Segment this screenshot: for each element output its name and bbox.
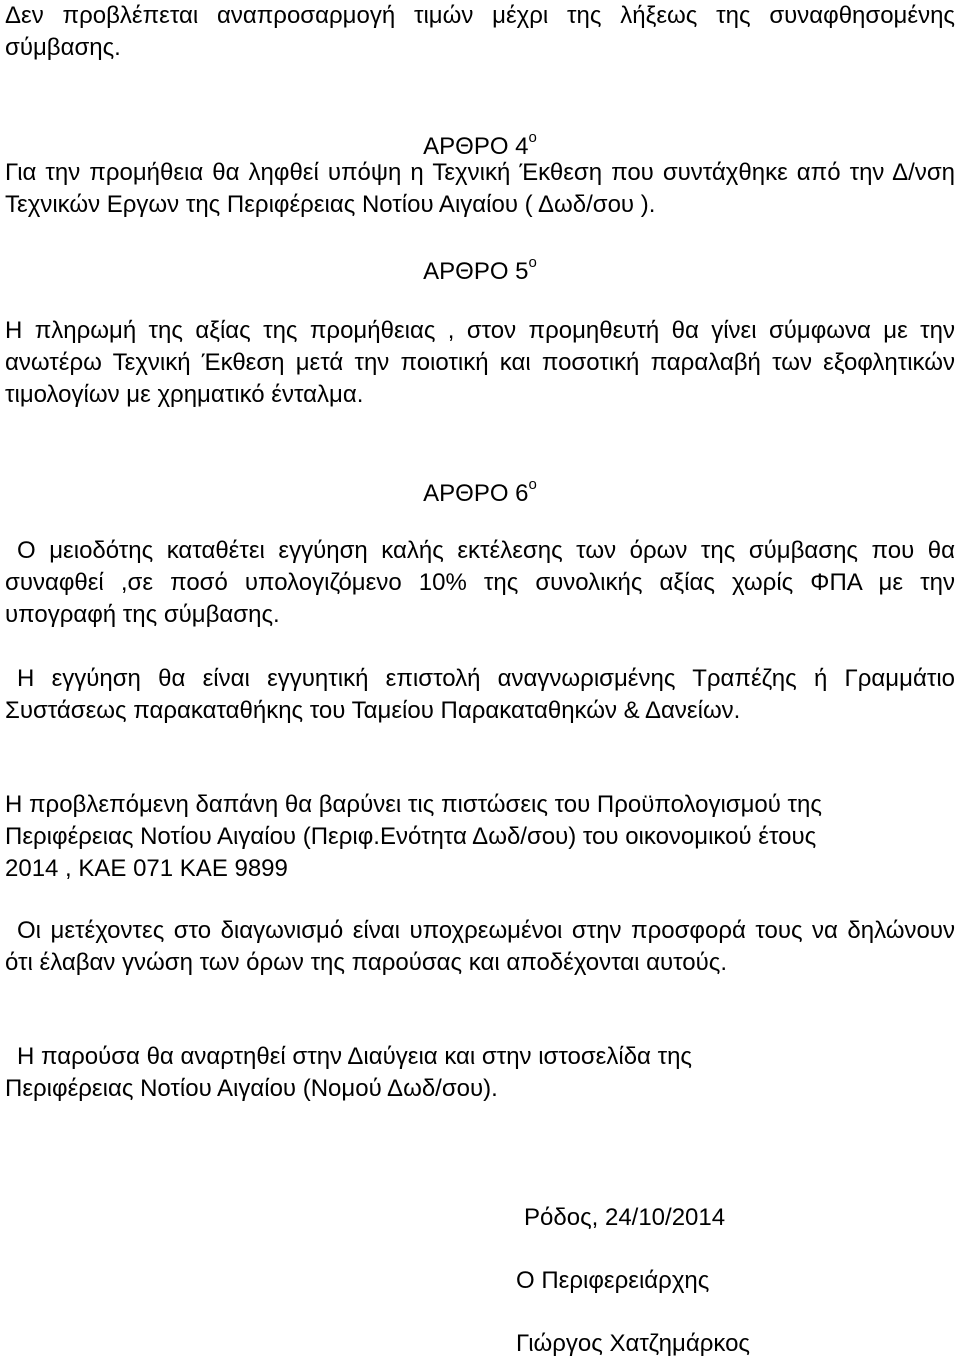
article-6-letter-paragraph: Η εγγύηση θα είναι εγγυητική επιστολή αναγνωρισμένης Τραπέζης ή Γραμμάτιο Συστάσεως παρακαταθήκης του Ταμείου Παρακαταθηκών & Δανείων. [5, 665, 955, 724]
article-6-expense-line-1: Η προβλεπόμενη δαπάνη θα βαρύνει τις πιστώσεις του Προϋπολογισμού της [5, 791, 822, 818]
article-5-text: Η πληρωμή της αξίας της προμήθειας , στον προμηθευτή θα γίνει σύμφωνα με την ανωτέρω Τεχνική Έκθεση μετά την ποιοτική και ποσοτική παραλαβή των εξοφλητικών τιμολογίων με χρηματικό ένταλμα. [5, 317, 955, 408]
article-6-participants-paragraph: Οι μετέχοντες στο διαγωνισμό είναι υποχρεωμένοι στην προσφορά τους να δηλώνουν ότι έλαβαν γνώση των όρων της παρούσας και αποδέχονται αυτούς. [5, 917, 955, 976]
article-6-heading [0, 472, 960, 510]
article-6-publication-paragraph: Η παρούσα θα αναρτηθεί στην Διαύγεια και στην ιστοσελίδα της Περιφέρειας Νοτίου Αιγαίου (Νομού Δωδ/σου). [5, 1043, 692, 1102]
article-5-title: ΑΡΘΡΟ 5 [423, 258, 529, 285]
article-5-heading [0, 250, 960, 288]
article-6-guarantee-paragraph: Ο μειοδότης καταθέτει εγγύηση καλής εκτέλεσης των όρων της σύμβασης που θα συναφθεί ,σε ποσό υπολογιζόμενο 10% της συνολικής αξίας χωρίς ΦΠΑ με την υπογραφή της σύμβασης. [5, 537, 955, 628]
signature-role: Ο Περιφερειάρχης [516, 1267, 710, 1294]
article-6-expense-line-2: Περιφέρειας Νοτίου Αιγαίου (Περιφ.Ενότητα Δωδ/σου) του οικονομικού έτους [5, 823, 817, 850]
signature-name: Γιώργος Χατζημάρκος [516, 1330, 750, 1357]
article-5-ordinal: ο [528, 254, 537, 271]
article-4-ordinal: ο [528, 129, 537, 146]
intro-paragraph: Δεν προβλέπεται αναπροσαρμογή τιμών μέχρι της λήξεως της συναφθησομένης σύμβασης. [5, 2, 955, 61]
signature-place-date: Ρόδος, 24/10/2014 [524, 1204, 726, 1231]
article-4-text: Για την προμήθεια θα ληφθεί υπόψη η Τεχνική Έκθεση που συντάχθηκε από την Δ/νση Τεχνικών Εργων της Περιφέρειας Νοτίου Αιγαίου ( Δωδ/σου ). [5, 159, 955, 218]
article-6-expense-line-3: 2014 , ΚΑΕ 071 ΚΑΕ 9899 [5, 855, 288, 882]
article-6-ordinal: ο [528, 476, 537, 493]
article-6-title: ΑΡΘΡΟ 6 [423, 480, 529, 507]
article-4-title: ΑΡΘΡΟ 4 [423, 133, 529, 160]
